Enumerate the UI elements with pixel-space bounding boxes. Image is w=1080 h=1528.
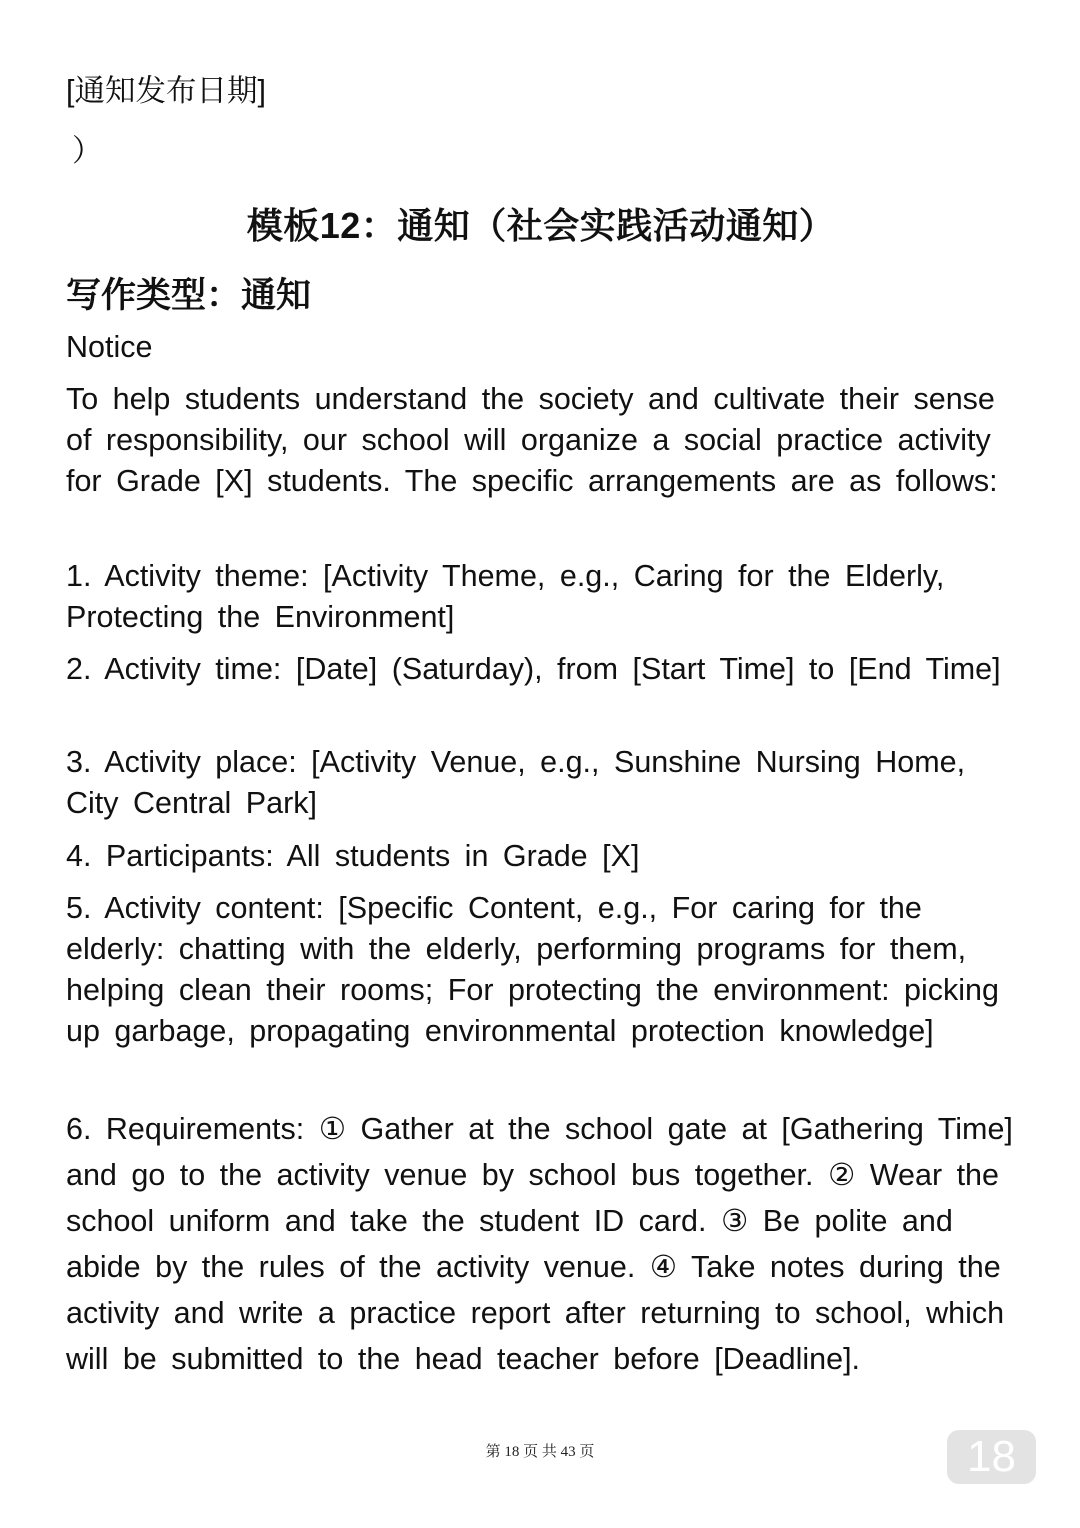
list-item-requirements: 6. Requirements: ① Gather at the school gate at [Gathering Time] and go to the activity venue by school bus together. ② Wear the school uniform and take the student ID card. ③ Be polite and abide by the rules of the activity venue. ④ Take notes during the activity and write a practice report after returning to school, which will be submitted to the head teacher before [Deadline]. xyxy=(66,1112,1013,1376)
notice-title: Notice xyxy=(66,330,153,364)
template-title: 模板12：通知（社会实践活动通知） xyxy=(246,205,836,246)
closing-parenthesis: ） xyxy=(72,134,103,168)
list-item-time: 2. Activity time: [Date] (Saturday), from [Start Time] to [End Time] xyxy=(66,652,1001,686)
list-item-participants: 4. Participants: All students in Grade [X] xyxy=(66,839,640,873)
list-item-content: 5. Activity content: [Specific Content, e.g., For caring for the elderly: chatting with the elderly, performing programs for them, helping clean their rooms; For protecting the environment: picking up garbage, propagating environmental protection knowledge] xyxy=(66,891,999,1048)
intro-paragraph: To help students understand the society and cultivate their sense of responsibility, our school will organize a social practice activity for Grade [X] students. The specific arrangements are as follows: xyxy=(66,382,998,498)
page-number-badge: 18 xyxy=(947,1430,1036,1484)
notice-date-placeholder: [通知发布日期] xyxy=(66,74,266,108)
list-item-theme: 1. Activity theme: [Activity Theme, e.g., Caring for the Elderly, Protecting the Environment] xyxy=(66,559,945,634)
page-footer: 第 18 页 共 43 页 xyxy=(485,1444,595,1460)
list-item-place: 3. Activity place: [Activity Venue, e.g., Sunshine Nursing Home, City Central Park] xyxy=(66,745,966,820)
writing-type-heading: 写作类型：通知 xyxy=(66,276,312,315)
